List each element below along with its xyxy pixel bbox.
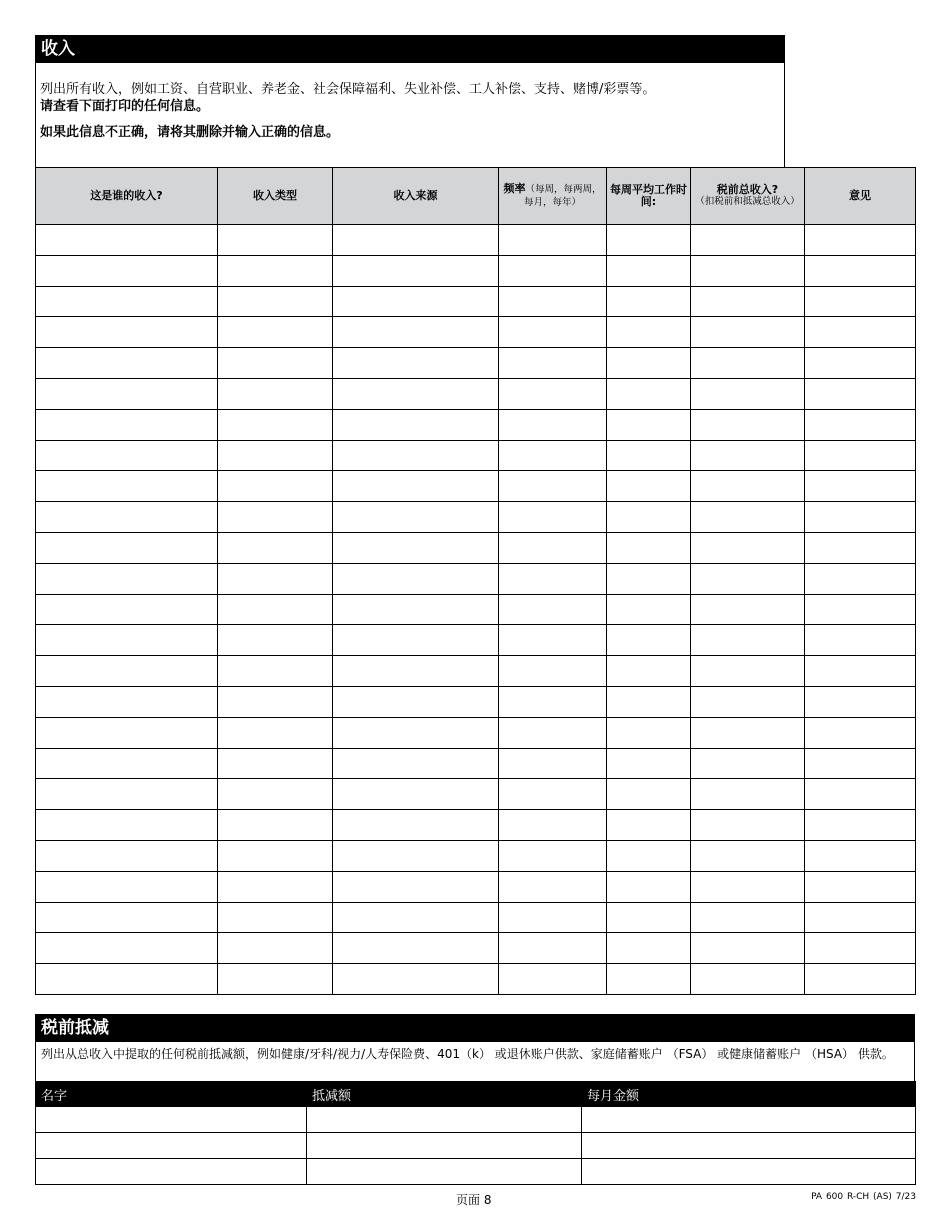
income-table-row	[36, 563, 916, 594]
income-table-cell[interactable]	[499, 717, 607, 748]
deductions-table-row	[36, 1159, 916, 1185]
income-table-cell[interactable]	[36, 717, 218, 748]
income-table-cell[interactable]	[691, 840, 805, 871]
income-table-cell[interactable]	[333, 779, 499, 810]
income-table-row	[36, 933, 916, 964]
income-table-cell[interactable]	[499, 902, 607, 933]
income-table-cell[interactable]	[607, 871, 691, 902]
income-table-cell[interactable]	[691, 255, 805, 286]
income-table-row	[36, 317, 916, 348]
income-table-cell[interactable]	[499, 286, 607, 317]
col-deduction: 抵减额	[307, 1082, 582, 1107]
income-table-cell[interactable]	[333, 964, 499, 995]
col-income-source: 收入来源	[333, 168, 499, 225]
income-table-row	[36, 532, 916, 563]
deductions-table-cell[interactable]	[307, 1133, 582, 1159]
income-table-cell[interactable]	[691, 656, 805, 687]
income-table-cell[interactable]	[36, 748, 218, 779]
income-table-row	[36, 286, 916, 317]
income-table-cell[interactable]	[499, 348, 607, 379]
income-table-cell[interactable]	[333, 255, 499, 286]
income-table-row	[36, 348, 916, 379]
income-table-cell[interactable]	[805, 563, 916, 594]
income-table-cell[interactable]	[691, 871, 805, 902]
income-table-cell[interactable]	[36, 225, 218, 256]
deductions-table-cell[interactable]	[307, 1107, 582, 1133]
income-table-cell[interactable]	[218, 225, 333, 256]
income-table-cell[interactable]	[36, 563, 218, 594]
income-table-cell[interactable]	[36, 255, 218, 286]
income-table-cell[interactable]	[333, 871, 499, 902]
col-frequency	[499, 168, 607, 225]
income-table-cell[interactable]	[36, 378, 218, 409]
income-table-cell[interactable]	[333, 748, 499, 779]
income-table-cell[interactable]	[218, 810, 333, 841]
income-table-cell[interactable]	[607, 686, 691, 717]
income-table-cell[interactable]	[218, 348, 333, 379]
col-whose-income: 这是谁的收入?	[36, 168, 218, 225]
income-table-cell[interactable]	[805, 933, 916, 964]
income-table-cell[interactable]	[607, 840, 691, 871]
income-table-cell[interactable]	[499, 871, 607, 902]
income-table-cell[interactable]	[218, 748, 333, 779]
income-table-cell[interactable]	[691, 902, 805, 933]
income-table-cell[interactable]	[607, 810, 691, 841]
income-table-cell[interactable]	[691, 686, 805, 717]
income-header-row	[36, 168, 916, 225]
income-table-cell[interactable]	[36, 902, 218, 933]
income-table-cell[interactable]	[691, 933, 805, 964]
income-table-cell[interactable]	[333, 502, 499, 533]
income-table-cell[interactable]	[218, 625, 333, 656]
income-table-cell[interactable]	[36, 840, 218, 871]
income-table-cell[interactable]	[499, 255, 607, 286]
income-table-cell[interactable]	[218, 840, 333, 871]
income-table	[35, 167, 916, 995]
deductions-table-cell[interactable]	[582, 1159, 916, 1185]
income-table-cell[interactable]	[691, 471, 805, 502]
income-table-cell[interactable]	[499, 656, 607, 687]
income-table-cell[interactable]	[499, 625, 607, 656]
col-comments: 意见	[805, 168, 916, 225]
income-table-cell[interactable]	[805, 532, 916, 563]
income-table-row	[36, 594, 916, 625]
income-table-cell[interactable]	[691, 625, 805, 656]
income-table-cell[interactable]	[607, 348, 691, 379]
income-table-cell[interactable]	[218, 563, 333, 594]
col-gross-label: 税前总收入?	[716, 183, 779, 196]
income-table-cell[interactable]	[36, 933, 218, 964]
income-table-row	[36, 225, 916, 256]
income-table-cell[interactable]	[607, 656, 691, 687]
income-table-cell[interactable]	[36, 348, 218, 379]
income-table-row	[36, 656, 916, 687]
deductions-table-cell[interactable]	[582, 1133, 916, 1159]
income-table-cell[interactable]	[805, 779, 916, 810]
income-table-cell[interactable]	[36, 286, 218, 317]
income-table-cell[interactable]	[607, 779, 691, 810]
income-table-cell[interactable]	[805, 409, 916, 440]
income-table-row	[36, 717, 916, 748]
income-table-cell[interactable]	[691, 378, 805, 409]
income-table-cell[interactable]	[607, 625, 691, 656]
income-table-cell[interactable]	[333, 594, 499, 625]
income-table-cell[interactable]	[218, 686, 333, 717]
income-table-row	[36, 964, 916, 995]
income-table-cell[interactable]	[36, 317, 218, 348]
income-section-title: 收入	[35, 35, 785, 63]
income-table-cell[interactable]	[499, 840, 607, 871]
income-table-cell[interactable]	[499, 532, 607, 563]
col-weekly-hours: 每周平均工作时间:	[607, 168, 691, 225]
income-table-cell[interactable]	[607, 502, 691, 533]
income-table-cell[interactable]	[691, 286, 805, 317]
income-table-cell[interactable]	[805, 840, 916, 871]
income-table-cell[interactable]	[805, 286, 916, 317]
income-table-cell[interactable]	[333, 317, 499, 348]
income-table-cell[interactable]	[805, 255, 916, 286]
col-name: 名字	[36, 1082, 307, 1107]
income-table-row	[36, 902, 916, 933]
income-table-cell[interactable]	[499, 378, 607, 409]
income-table-cell[interactable]	[805, 225, 916, 256]
income-table-row	[36, 686, 916, 717]
page-number: 页面 8	[456, 1193, 492, 1207]
income-table-cell[interactable]	[691, 502, 805, 533]
income-table-cell[interactable]	[499, 594, 607, 625]
deductions-section-title: 税前抵减	[35, 1014, 915, 1042]
income-table-cell[interactable]	[36, 779, 218, 810]
deductions-header-row	[36, 1082, 916, 1107]
income-table-cell[interactable]	[499, 409, 607, 440]
income-table-cell[interactable]	[218, 902, 333, 933]
income-table-cell[interactable]	[333, 409, 499, 440]
income-table-row	[36, 840, 916, 871]
income-table-cell[interactable]	[333, 225, 499, 256]
income-table-cell[interactable]	[607, 409, 691, 440]
income-table-cell[interactable]	[218, 471, 333, 502]
income-table-cell[interactable]	[691, 440, 805, 471]
income-table-cell[interactable]	[691, 563, 805, 594]
income-table-cell[interactable]	[218, 286, 333, 317]
income-table-cell[interactable]	[691, 348, 805, 379]
income-table-cell[interactable]	[218, 871, 333, 902]
income-table-cell[interactable]	[333, 717, 499, 748]
deductions-table	[35, 1081, 916, 1185]
col-frequency-label: 频率	[503, 182, 526, 195]
income-table-cell[interactable]	[333, 656, 499, 687]
income-table-cell[interactable]	[218, 409, 333, 440]
income-table-cell[interactable]	[607, 902, 691, 933]
income-table-cell[interactable]	[333, 933, 499, 964]
income-table-cell[interactable]	[805, 471, 916, 502]
income-table-row	[36, 440, 916, 471]
income-table-cell[interactable]	[805, 964, 916, 995]
income-table-cell[interactable]	[218, 964, 333, 995]
income-table-cell[interactable]	[36, 594, 218, 625]
income-table-cell[interactable]	[691, 409, 805, 440]
deductions-table-row	[36, 1133, 916, 1159]
income-table-cell[interactable]	[499, 933, 607, 964]
income-table-cell[interactable]	[607, 594, 691, 625]
income-table-cell[interactable]	[805, 440, 916, 471]
income-table-cell[interactable]	[607, 563, 691, 594]
col-income-type: 收入类型	[218, 168, 333, 225]
income-table-cell[interactable]	[36, 686, 218, 717]
income-table-cell[interactable]	[805, 594, 916, 625]
deductions-table-row	[36, 1107, 916, 1133]
income-table-cell[interactable]	[36, 656, 218, 687]
income-table-cell[interactable]	[607, 317, 691, 348]
income-table-cell[interactable]	[691, 317, 805, 348]
income-table-cell[interactable]	[691, 964, 805, 995]
income-table-cell[interactable]	[691, 532, 805, 563]
deductions-table-cell[interactable]	[36, 1159, 307, 1185]
col-frequency-sub: （每周，每两周，每月，每年）	[523, 184, 602, 208]
income-table-cell[interactable]	[691, 779, 805, 810]
income-intro-line3: 如果此信息不正确，请将其删除并输入正确的信息。	[40, 125, 340, 140]
income-table-cell[interactable]	[607, 255, 691, 286]
col-monthly-amount: 每月金额	[582, 1082, 916, 1107]
income-table-cell[interactable]	[36, 532, 218, 563]
form-id: PA 600 R-CH (AS) 7/23	[811, 1192, 916, 1202]
income-table-cell[interactable]	[805, 717, 916, 748]
income-table-cell[interactable]	[499, 748, 607, 779]
income-table-cell[interactable]	[333, 625, 499, 656]
income-table-cell[interactable]	[805, 748, 916, 779]
deductions-table-cell[interactable]	[36, 1107, 307, 1133]
income-table-cell[interactable]	[218, 502, 333, 533]
income-table-cell[interactable]	[499, 440, 607, 471]
income-table-cell[interactable]	[36, 810, 218, 841]
income-table-cell[interactable]	[36, 964, 218, 995]
income-table-cell[interactable]	[607, 440, 691, 471]
income-table-body	[36, 225, 916, 995]
income-table-cell[interactable]	[333, 840, 499, 871]
income-table-cell[interactable]	[691, 225, 805, 256]
income-table-cell[interactable]	[805, 902, 916, 933]
col-gross-income	[691, 168, 805, 225]
income-table-cell[interactable]	[36, 625, 218, 656]
income-table-cell[interactable]	[499, 502, 607, 533]
income-table-cell[interactable]	[805, 625, 916, 656]
income-table-cell[interactable]	[218, 717, 333, 748]
col-gross-sub: （扣税前和抵减总收入）	[695, 196, 800, 207]
income-table-cell[interactable]	[691, 748, 805, 779]
income-table-row	[36, 779, 916, 810]
income-table-row	[36, 378, 916, 409]
income-intro-line1: 列出所有收入，例如工资、自营职业、养老金、社会保障福利、失业补偿、工人补偿、支持、赌博/彩票等。	[40, 82, 656, 97]
income-table-cell[interactable]	[607, 933, 691, 964]
income-table-row	[36, 871, 916, 902]
income-table-cell[interactable]	[805, 871, 916, 902]
income-table-cell[interactable]	[333, 348, 499, 379]
income-table-cell[interactable]	[499, 471, 607, 502]
income-table-cell[interactable]	[499, 317, 607, 348]
income-table-cell[interactable]	[218, 779, 333, 810]
income-table-cell[interactable]	[333, 810, 499, 841]
income-table-cell[interactable]	[333, 563, 499, 594]
income-table-cell[interactable]	[805, 317, 916, 348]
income-table-cell[interactable]	[36, 871, 218, 902]
income-table-cell[interactable]	[499, 779, 607, 810]
income-table-cell[interactable]	[805, 686, 916, 717]
income-table-cell[interactable]	[607, 471, 691, 502]
income-table-row	[36, 748, 916, 779]
income-table-cell[interactable]	[333, 440, 499, 471]
income-table-cell[interactable]	[36, 440, 218, 471]
income-table-cell[interactable]	[218, 378, 333, 409]
income-table-cell[interactable]	[499, 686, 607, 717]
income-table-cell[interactable]	[36, 471, 218, 502]
income-table-cell[interactable]	[333, 532, 499, 563]
income-table-cell[interactable]	[805, 656, 916, 687]
income-table-cell[interactable]	[333, 902, 499, 933]
income-table-cell[interactable]	[607, 717, 691, 748]
deductions-table-body	[36, 1107, 916, 1185]
income-table-cell[interactable]	[499, 810, 607, 841]
income-table-cell[interactable]	[691, 717, 805, 748]
income-table-row	[36, 625, 916, 656]
income-table-cell[interactable]	[333, 378, 499, 409]
income-table-cell[interactable]	[607, 286, 691, 317]
income-table-cell[interactable]	[36, 409, 218, 440]
income-table-cell[interactable]	[805, 810, 916, 841]
deductions-table-cell[interactable]	[307, 1159, 582, 1185]
income-table-cell[interactable]	[218, 255, 333, 286]
income-table-row	[36, 502, 916, 533]
income-table-row	[36, 255, 916, 286]
income-table-cell[interactable]	[607, 225, 691, 256]
income-table-cell[interactable]	[333, 686, 499, 717]
income-table-cell[interactable]	[607, 964, 691, 995]
deductions-table-cell[interactable]	[36, 1133, 307, 1159]
income-instructions	[35, 63, 785, 167]
income-table-cell[interactable]	[805, 502, 916, 533]
income-table-cell[interactable]	[218, 317, 333, 348]
income-table-cell[interactable]	[333, 286, 499, 317]
income-table-cell[interactable]	[499, 563, 607, 594]
income-table-cell[interactable]	[607, 378, 691, 409]
income-table-row	[36, 810, 916, 841]
income-table-cell[interactable]	[805, 348, 916, 379]
income-table-cell[interactable]	[499, 964, 607, 995]
income-table-cell[interactable]	[218, 440, 333, 471]
income-table-cell[interactable]	[218, 933, 333, 964]
income-table-cell[interactable]	[499, 225, 607, 256]
income-table-cell[interactable]	[218, 594, 333, 625]
income-table-cell[interactable]	[333, 471, 499, 502]
income-table-cell[interactable]	[691, 810, 805, 841]
income-table-row	[36, 471, 916, 502]
income-table-cell[interactable]	[36, 502, 218, 533]
deductions-table-cell[interactable]	[582, 1107, 916, 1133]
income-table-cell[interactable]	[691, 594, 805, 625]
income-table-cell[interactable]	[805, 378, 916, 409]
deductions-description: 列出从总收入中提取的任何税前抵减额，例如健康/牙科/视力/人寿保险费、401（k） 或退休账户供款、家庭储蓄账户 （FSA） 或健康储蓄账户 （HSA） 供款。	[35, 1042, 915, 1082]
income-table-cell[interactable]	[607, 532, 691, 563]
income-intro-line2: 请查看下面打印的任何信息。	[40, 99, 210, 114]
income-table-cell[interactable]	[218, 656, 333, 687]
income-table-row	[36, 409, 916, 440]
income-table-cell[interactable]	[607, 748, 691, 779]
income-table-cell[interactable]	[218, 532, 333, 563]
